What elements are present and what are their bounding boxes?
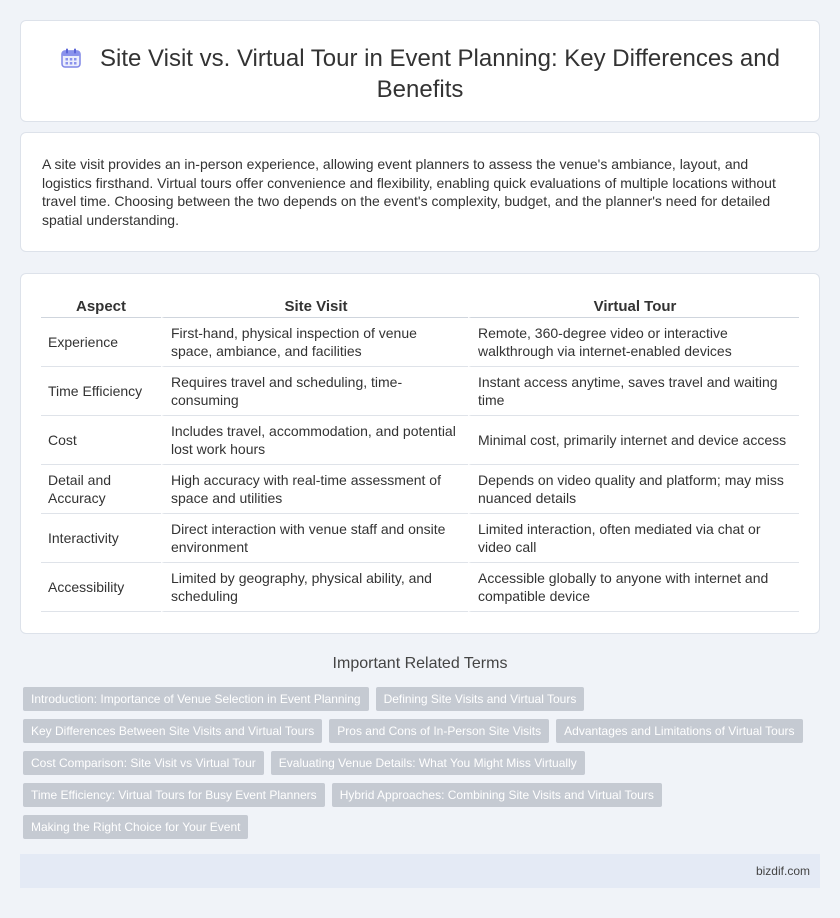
cell-aspect: Experience — [41, 318, 161, 367]
related-term-tag[interactable]: Advantages and Limitations of Virtual Tours — [556, 719, 802, 743]
header-virtual-tour: Virtual Tour — [468, 294, 799, 318]
related-terms-list — [23, 687, 813, 847]
tag-row — [23, 719, 813, 743]
cell-virtual-tour: Accessible globally to anyone with internet and compatible device — [468, 563, 799, 612]
cell-virtual-tour: Limited interaction, often mediated via chat or video call — [468, 514, 799, 563]
cell-site-visit: First-hand, physical inspection of venue space, ambiance, and facilities — [161, 318, 468, 367]
tag-row — [23, 687, 813, 711]
page-title-row — [41, 43, 799, 105]
cell-site-visit: Limited by geography, physical ability, and scheduling — [161, 563, 468, 612]
cell-aspect: Detail and Accuracy — [41, 465, 161, 514]
page-title: Site Visit vs. Virtual Tour in Event Planning: Key Differences and Benefits — [100, 45, 780, 103]
table-row — [41, 563, 799, 612]
comparison-table — [41, 294, 799, 612]
intro-card — [20, 132, 820, 252]
table-row — [41, 465, 799, 514]
table-row — [41, 318, 799, 367]
cell-site-visit: High accuracy with real-time assessment of space and utilities — [161, 465, 468, 514]
related-term-tag[interactable]: Key Differences Between Site Visits and Virtual Tours — [23, 719, 322, 743]
footer-brand[interactable]: bizdif.com — [755, 864, 810, 878]
cell-site-visit: Includes travel, accommodation, and potential lost work hours — [161, 416, 468, 465]
table-row — [41, 416, 799, 465]
cell-virtual-tour: Minimal cost, primarily internet and device access — [468, 416, 799, 465]
calendar-icon — [60, 47, 82, 69]
tag-row — [23, 815, 813, 839]
cell-aspect: Time Efficiency — [41, 367, 161, 416]
tag-row — [23, 783, 813, 807]
cell-aspect: Accessibility — [41, 563, 161, 612]
cell-virtual-tour: Instant access anytime, saves travel and waiting time — [468, 367, 799, 416]
related-term-tag[interactable]: Hybrid Approaches: Combining Site Visits and Virtual Tours — [332, 783, 662, 807]
cell-site-visit: Direct interaction with venue staff and onsite environment — [161, 514, 468, 563]
cell-site-visit: Requires travel and scheduling, time-consuming — [161, 367, 468, 416]
table-row — [41, 514, 799, 563]
related-term-tag[interactable]: Cost Comparison: Site Visit vs Virtual Tour — [23, 751, 264, 775]
table-header-row — [41, 294, 799, 318]
related-term-tag[interactable]: Defining Site Visits and Virtual Tours — [376, 687, 585, 711]
cell-aspect: Interactivity — [41, 514, 161, 563]
table-row — [41, 367, 799, 416]
related-term-tag[interactable]: Making the Right Choice for Your Event — [23, 815, 248, 839]
related-term-tag[interactable]: Evaluating Venue Details: What You Might Miss Virtually — [271, 751, 585, 775]
header-aspect: Aspect — [41, 294, 161, 318]
cell-virtual-tour: Remote, 360-degree video or interactive walkthrough via internet-enabled devices — [468, 318, 799, 367]
related-term-tag[interactable]: Introduction: Importance of Venue Selection in Event Planning — [23, 687, 369, 711]
intro-paragraph: A site visit provides an in-person experience, allowing event planners to assess the venue's ambiance, layout, and logistics firsthand. Virtual tours offer convenience and flexibility, enabling quick evaluations of multiple locations without travel time. Choosing between the two depends on the event's complexity, budget, and the planner's need for detailed spatial understanding. — [42, 156, 776, 228]
cell-aspect: Cost — [41, 416, 161, 465]
related-term-tag[interactable]: Time Efficiency: Virtual Tours for Busy Event Planners — [23, 783, 325, 807]
comparison-card — [20, 273, 820, 634]
related-terms-title: Important Related Terms — [332, 655, 508, 672]
header-card — [20, 20, 820, 122]
tag-row — [23, 751, 813, 775]
related-term-tag[interactable]: Pros and Cons of In-Person Site Visits — [329, 719, 549, 743]
header-site-visit: Site Visit — [161, 294, 468, 318]
footer — [20, 854, 820, 888]
cell-virtual-tour: Depends on video quality and platform; may miss nuanced details — [468, 465, 799, 514]
